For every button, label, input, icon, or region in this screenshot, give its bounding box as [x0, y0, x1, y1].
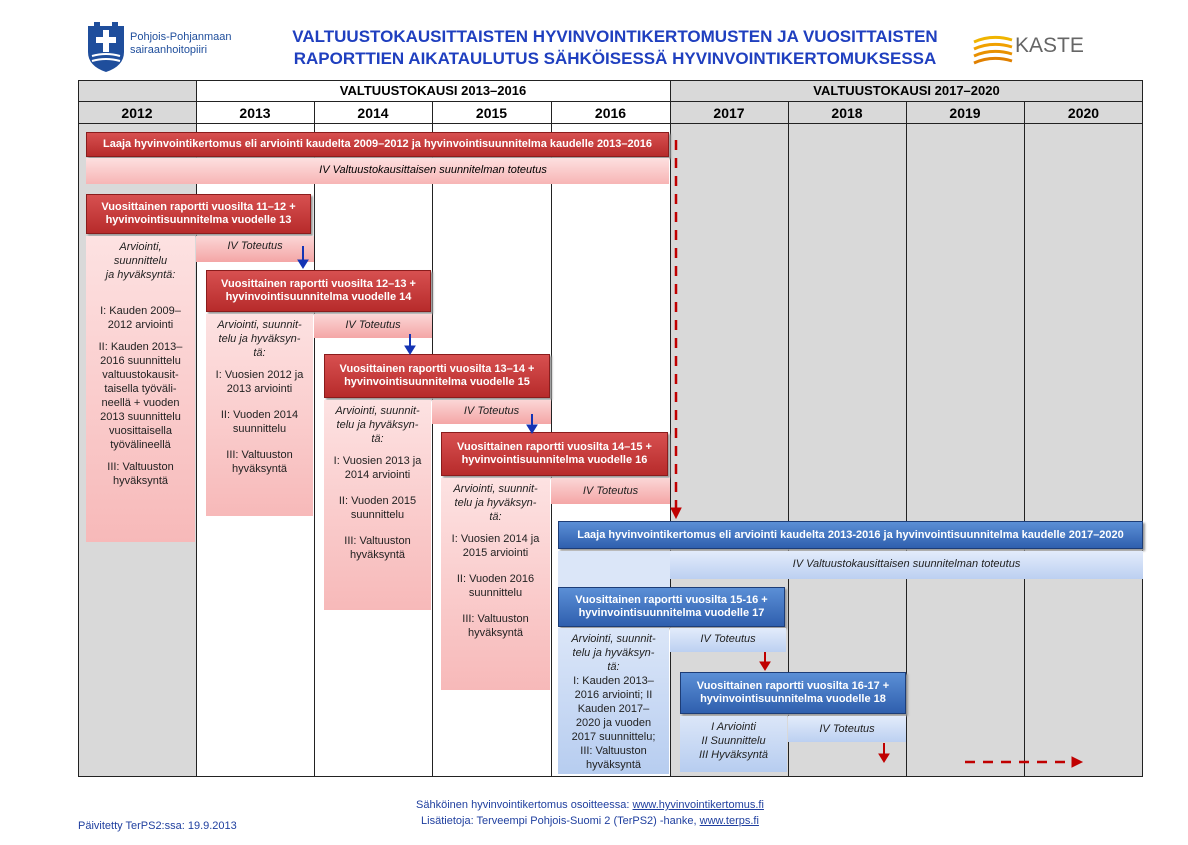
annual-report-16-bar: Vuosittainen raportti vuosilta 14–15 + hyvinvointisuunnitelma vuodelle 16	[441, 432, 668, 476]
org-name: Pohjois-Pohjanmaan sairaanhoitopiiri	[130, 31, 232, 56]
annual-report-17-bar: Vuosittainen raportti vuosilta 15-16 + hyvinvointisuunnitelma vuodelle 17	[558, 587, 785, 627]
annual-report-13-bar: Vuosittainen raportti vuosilta 11–12 + hyvinvointisuunnitelma vuodelle 13	[86, 194, 311, 234]
annual-report-14-bar: Vuosittainen raportti vuosilta 12–13 + hyvinvointisuunnitelma vuodelle 14	[206, 270, 431, 312]
implementation-17-strip: IV Toteutus	[670, 628, 786, 652]
year-2016: 2016	[594, 105, 627, 121]
arrow-down-icon	[298, 246, 308, 268]
updated-date: Päivitetty TerPS2:ssa: 19.9.2013	[78, 820, 237, 832]
council-plan-implementation-2017-strip: IV Valtuustokausittaisen suunnitelman toteutus	[670, 551, 1143, 579]
year-2014: 2014	[357, 105, 389, 121]
implementation-16-strip: IV Toteutus	[551, 478, 670, 504]
column-2014-process: Arviointi, suunnit- telu ja hyväksyn- tä: I: Vuosien 2013 ja 2014 arviointi II: Vuoden 2015 suunnittelu III: Valtuuston hyväksyntä	[324, 400, 431, 610]
year-2019: 2019	[949, 105, 981, 121]
comprehensive-report-2013-2016-bar: Laaja hyvinvointikertomus eli arviointi kaudelta 2013-2016 ja hyvinvointisuunnitelma kaudelle 2017–2020	[558, 521, 1143, 549]
period-header-2017-2020: VALTUUSTOKAUSI 2017–2020	[670, 80, 1143, 102]
arrow-down-icon	[879, 743, 889, 762]
council-plan-implementation-label: IV Valtuustokausittaisen suunnitelman toteutus	[319, 164, 547, 176]
implementation-13-strip: IV Toteutus	[196, 236, 314, 262]
dashed-arrow-down-icon	[671, 140, 681, 518]
year-2012: 2012	[121, 105, 153, 121]
year-2018: 2018	[831, 105, 863, 121]
implementation-18-strip: IV Toteutus	[788, 716, 906, 742]
arrow-down-icon	[405, 334, 415, 354]
column-2016-process: Arviointi, suunnit- telu ja hyväksyn- tä: I: Kauden 2013– 2016 arviointi; II Kauden 2017– 2020 ja vuoden 2017 suunnittelu; III: Valtuuston hyväksyntä	[558, 628, 669, 774]
year-2013: 2013	[239, 105, 271, 121]
annual-report-18-bar: Vuosittainen raportti vuosilta 16-17 + hyvinvointisuunnitelma vuodelle 18	[680, 672, 906, 714]
terps-link[interactable]: www.terps.fi	[699, 815, 759, 827]
dashed-arrow-right-icon	[965, 757, 1082, 767]
arrow-down-icon	[527, 414, 537, 433]
kaste-label: KASTE	[1015, 34, 1084, 57]
page-title: VALTUUSTOKAUSITTAISTEN HYVINVOINTIKERTOMUSTEN JA VUOSITTAISTEN RAPORTTIEN AIKATAULUTUS SÄHKÖISESSÄ HYVINVOINTIKERTOMUKSESSA	[292, 27, 938, 68]
hyvinvointikertomus-link[interactable]: www.hyvinvointikertomus.fi	[632, 799, 764, 811]
implementation-14-strip: IV Toteutus	[314, 314, 432, 338]
column-2017-process: I Arviointi II Suunnittelu III Hyväksyntä	[680, 716, 787, 772]
comprehensive-report-2009-2012-bar: Laaja hyvinvointikertomus eli arviointi kaudelta 2009–2012 ja hyvinvointisuunnitelma kaudelle 2013–2016	[86, 132, 669, 157]
year-2017: 2017	[713, 105, 745, 121]
arrow-down-icon	[760, 652, 770, 670]
footer-info: Sähköinen hyvinvointikertomus osoitteessa: www.hyvinvointikertomus.fi Lisätietoja: Terveempi Pohjois-Suomi 2 (TerPS2) -hanke, www.terps.fi	[416, 799, 764, 827]
period-header-2013-2016: VALTUUSTOKAUSI 2013–2016	[196, 80, 670, 102]
column-2013-process: Arviointi, suunnit- telu ja hyväksyn- tä: I: Vuosien 2012 ja 2013 arviointi II: Vuoden 2014 suunnittelu III: Valtuuston hyväksyntä	[206, 314, 313, 516]
column-2015-process: Arviointi, suunnit- telu ja hyväksyn- tä: I: Vuosien 2014 ja 2015 arviointi II: Vuoden 2016 suunnittelu III: Valtuuston hyväksyntä	[441, 478, 550, 690]
year-2015: 2015	[475, 105, 508, 121]
column-2012-process: Arviointi, suunnittelu ja hyväksyntä: I: Kauden 2009– 2012 arviointi II: Kauden 2013– 2016 suunnittelu valtuustokausit- taisella työväli- neellä + vuoden 2013 suunnittelu vuosittaisella työvälineellä III: Valtuuston hyväksyntä	[86, 236, 195, 542]
implementation-15-strip: IV Toteutus	[432, 400, 551, 424]
annual-report-15-bar: Vuosittainen raportti vuosilta 13–14 + hyvinvointisuunnitelma vuodelle 15	[324, 354, 550, 398]
year-2020: 2020	[1067, 105, 1100, 121]
